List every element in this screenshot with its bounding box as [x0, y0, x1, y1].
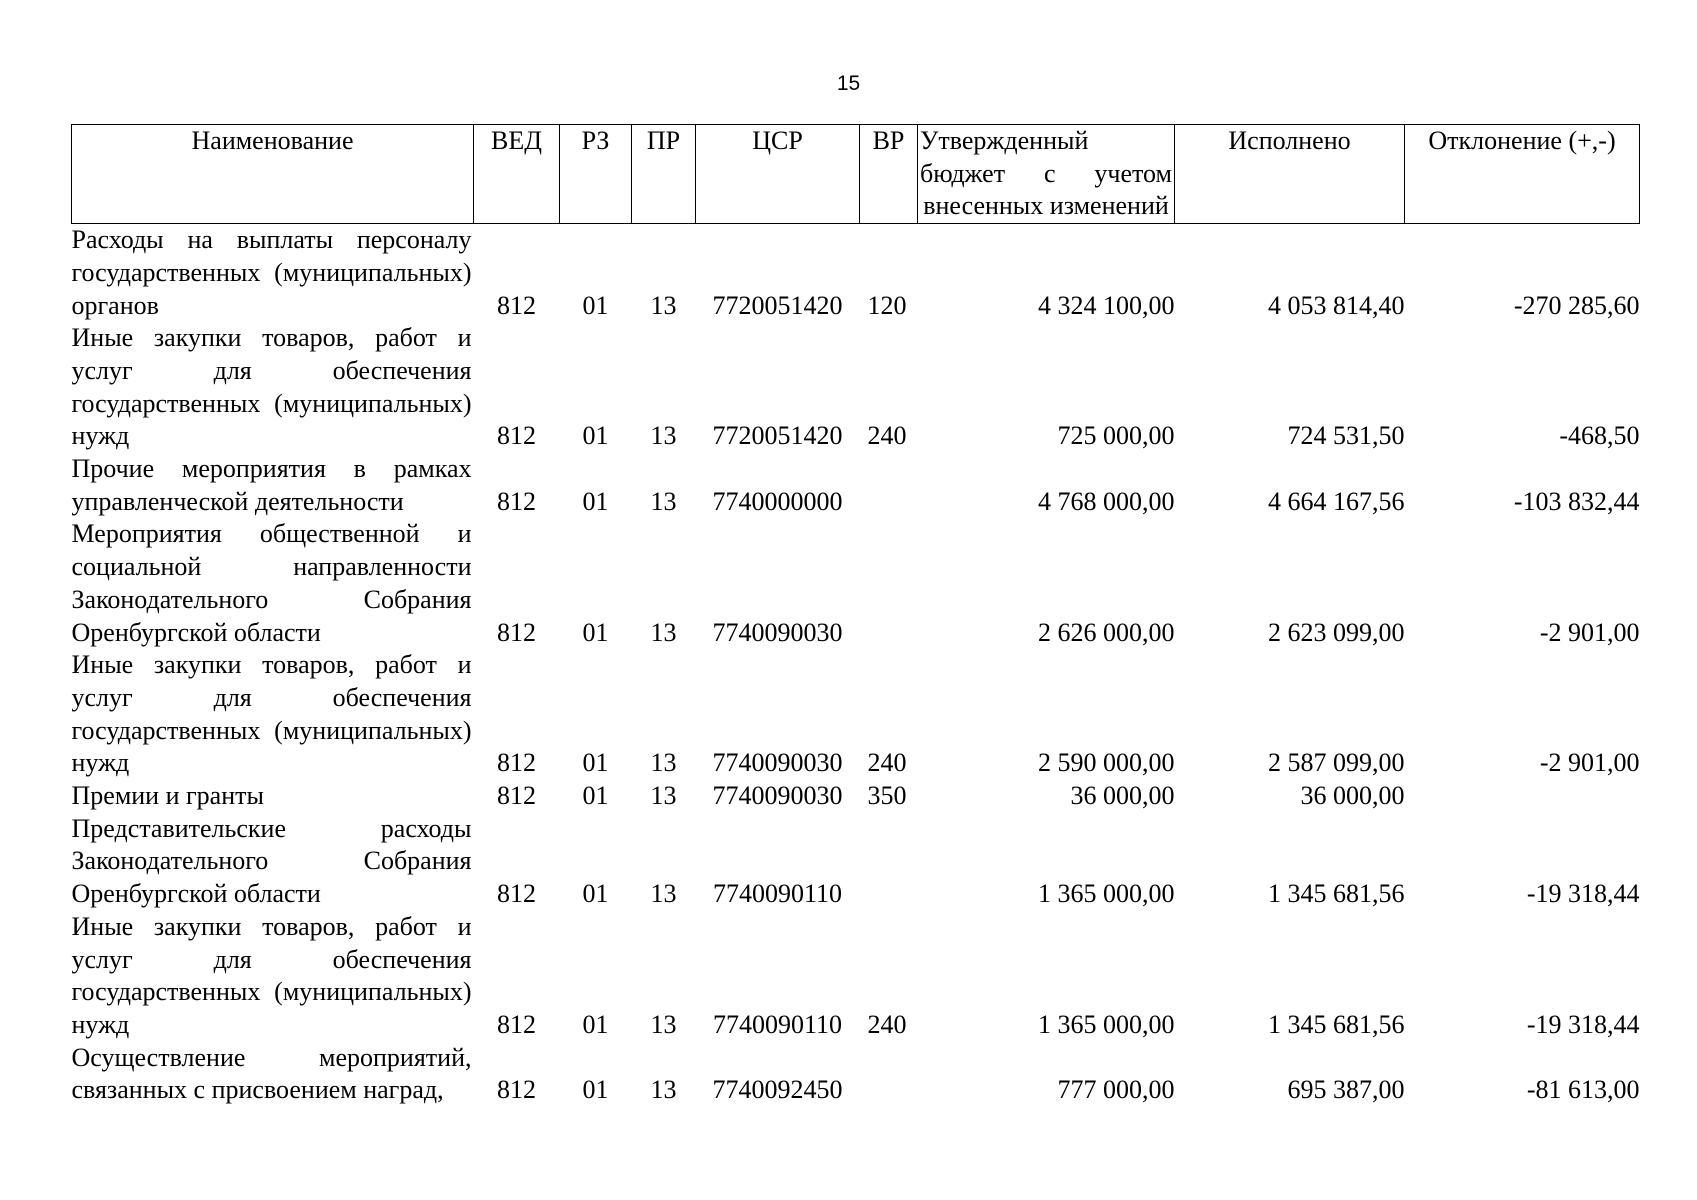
row-csr: 7740090030 [712, 617, 843, 647]
row-ved: 812 [497, 617, 536, 647]
row-name: Представительские расходы Законодательного Собрания Оренбургской области [71, 813, 472, 909]
row-executed: 1 345 681,56 [1268, 1009, 1405, 1039]
row-rz: 01 [582, 1075, 609, 1105]
row-ved: 812 [497, 486, 536, 516]
row-approved: 2 590 000,00 [1038, 748, 1175, 778]
table-row [72, 322, 1640, 453]
row-name: Иные закупки товаров, работ и услуг для обеспечения государственных (муниципальных) нужд [71, 911, 472, 1039]
header-deviation: Отклонение (+,-) [1405, 125, 1640, 224]
row-csr: 7720051420 [712, 290, 843, 320]
row-approved: 36 000,00 [1070, 781, 1175, 811]
row-ved: 812 [497, 879, 536, 909]
row-vr [860, 813, 918, 911]
row-ved: 812 [497, 290, 536, 320]
table-header-row [72, 125, 1640, 224]
row-csr: 7740090030 [712, 748, 843, 778]
row-vr: 240 [867, 1009, 907, 1039]
row-approved: 777 000,00 [1057, 1075, 1175, 1105]
table-row [72, 1042, 1640, 1107]
row-rz: 01 [582, 748, 609, 778]
table-row [72, 649, 1640, 780]
row-vr [860, 1042, 918, 1107]
table-row [72, 518, 1640, 649]
row-rz: 01 [582, 781, 609, 811]
table-row [72, 780, 1640, 813]
row-pr: 13 [650, 290, 677, 320]
row-pr: 13 [650, 879, 677, 909]
row-deviation [1405, 780, 1640, 813]
row-name: Прочие мероприятия в рамках управленческой деятельности [71, 454, 472, 516]
row-csr: 7740092450 [712, 1075, 843, 1105]
row-deviation: -81 613,00 [1526, 1075, 1640, 1105]
row-pr: 13 [650, 486, 677, 516]
row-executed: 4 664 167,56 [1268, 486, 1405, 516]
row-approved: 1 365 000,00 [1038, 1009, 1175, 1039]
row-ved: 812 [497, 1075, 536, 1105]
row-deviation: -270 285,60 [1513, 290, 1640, 320]
row-executed: 36 000,00 [1300, 781, 1405, 811]
row-csr: 7740090030 [712, 781, 843, 811]
row-ved: 812 [497, 421, 536, 451]
row-csr: 7720051420 [712, 421, 843, 451]
table-row [72, 453, 1640, 518]
header-vr: ВР [860, 125, 918, 224]
row-pr: 13 [650, 1075, 677, 1105]
row-pr: 13 [650, 781, 677, 811]
row-name: Мероприятия общественной и социальной направленности Законодательного Собрания Оренбургской области [71, 519, 472, 647]
row-deviation: -2 901,00 [1539, 617, 1640, 647]
header-pr: ПР [632, 125, 696, 224]
row-name: Расходы на выплаты персоналу государственных (муниципальных) органов [71, 225, 472, 320]
header-rz: РЗ [560, 125, 632, 224]
row-pr: 13 [650, 1009, 677, 1039]
row-approved: 2 626 000,00 [1038, 617, 1175, 647]
header-csr: ЦСР [696, 125, 860, 224]
row-csr: 7740090110 [712, 879, 843, 909]
row-rz: 01 [582, 617, 609, 647]
row-executed: 695 387,00 [1287, 1075, 1405, 1105]
row-deviation: -103 832,44 [1513, 486, 1640, 516]
row-ved: 812 [497, 748, 536, 778]
header-ved: ВЕД [474, 125, 560, 224]
row-executed: 4 053 814,40 [1268, 290, 1405, 320]
row-approved: 4 324 100,00 [1038, 290, 1175, 320]
row-vr: 240 [867, 748, 907, 778]
row-deviation: -19 318,44 [1526, 879, 1640, 909]
row-executed: 2 587 099,00 [1268, 748, 1405, 778]
row-name: Премии и гранты [71, 781, 264, 811]
budget-table [71, 124, 1640, 1107]
row-rz: 01 [582, 421, 609, 451]
row-csr: 7740090110 [712, 1009, 843, 1039]
row-pr: 13 [650, 421, 677, 451]
row-rz: 01 [582, 1009, 609, 1039]
row-csr: 7740000000 [712, 486, 843, 516]
table-body [72, 224, 1640, 1107]
row-vr: 350 [867, 781, 907, 811]
row-vr: 240 [867, 421, 907, 451]
row-deviation: -19 318,44 [1526, 1009, 1640, 1039]
row-deviation: -2 901,00 [1539, 748, 1640, 778]
row-ved: 812 [497, 781, 536, 811]
row-rz: 01 [582, 486, 609, 516]
header-name: Наименование [72, 125, 474, 224]
row-executed: 724 531,50 [1287, 421, 1405, 451]
row-pr: 13 [650, 748, 677, 778]
row-vr [860, 518, 918, 649]
row-vr: 120 [867, 290, 907, 320]
page-number: 15 [836, 72, 861, 95]
row-pr: 13 [650, 617, 677, 647]
table-row [72, 224, 1640, 323]
row-name: Иные закупки товаров, работ и услуг для обеспечения государственных (муниципальных) нужд [71, 650, 472, 778]
row-rz: 01 [582, 879, 609, 909]
table-row [72, 911, 1640, 1042]
row-approved: 725 000,00 [1057, 421, 1175, 451]
row-rz: 01 [582, 290, 609, 320]
row-vr [860, 453, 918, 518]
row-executed: 1 345 681,56 [1268, 879, 1405, 909]
row-executed: 2 623 099,00 [1268, 617, 1405, 647]
row-name: Осуществление мероприятий, связанных с присвоением наград, [71, 1042, 472, 1105]
row-name: Иные закупки товаров, работ и услуг для обеспечения государственных (муниципальных) нужд [71, 323, 472, 451]
header-approved: Утвержденный бюджет с учетом внесенных изменений [918, 125, 1175, 224]
row-ved: 812 [497, 1009, 536, 1039]
table-row [72, 813, 1640, 911]
row-deviation: -468,50 [1559, 421, 1640, 451]
header-executed: Исполнено [1175, 125, 1405, 224]
row-approved: 4 768 000,00 [1038, 486, 1175, 516]
row-approved: 1 365 000,00 [1038, 879, 1175, 909]
